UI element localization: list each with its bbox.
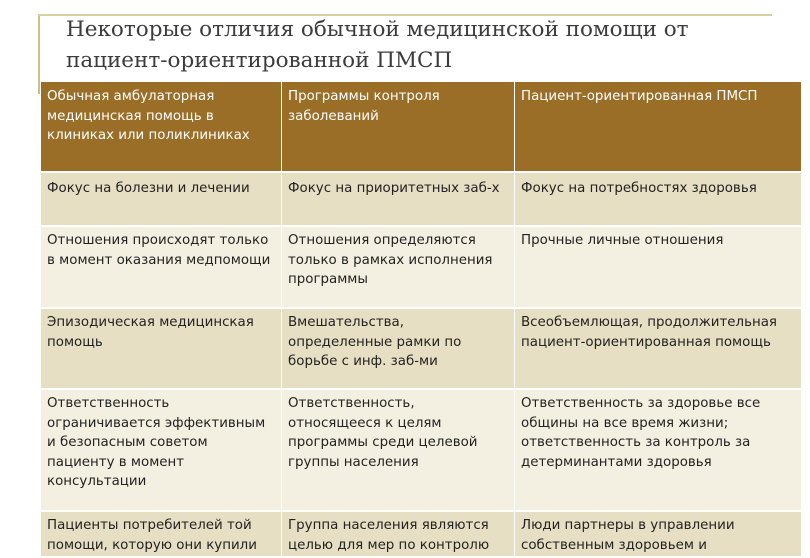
table-row xyxy=(41,308,801,389)
table-cell: Фокус на потребностях здоровья xyxy=(515,172,801,226)
table-cell: Ответственность, относящееся к целям программы среди целевой группы населения xyxy=(282,389,515,511)
table-cell: Вмешательства, определенные рамки по борьбе с инф. заб-ми xyxy=(282,308,515,389)
table-cell: Ответственность за здоровье все общины на все время жизни; ответственность за контроль за детерминантами здоровья xyxy=(515,389,801,511)
header-cell-patient-centred: Пациент-ориентированная ПМСП xyxy=(515,82,801,172)
table-cell: Отношения происходят только в момент оказания медпомощи xyxy=(41,226,282,308)
table-cell: Эпизодическая медицинская помощь xyxy=(41,308,282,389)
header-cell-disease-control: Программы контроля заболеваний xyxy=(282,82,515,172)
table-cell: Пациенты потребителей той помощи, которую они купили xyxy=(41,511,282,557)
table-cell: Фокус на приоритетных заб-х xyxy=(282,172,515,226)
table-cell: Всеобъемлющая, продолжительная пациент-ориентированная помощь xyxy=(515,308,801,389)
table-cell: Фокус на болезни и лечении xyxy=(41,172,282,226)
table-cell: Люди партнеры в управлении собственным здоровьем и xyxy=(515,511,801,557)
slide-title: Некоторые отличия обычной медицинской помощи от пациент-ориентированной ПМСП xyxy=(66,17,689,73)
comparison-table xyxy=(40,82,801,558)
table-cell: Отношения определяются только в рамках исполнения программы xyxy=(282,226,515,308)
table-header-row xyxy=(41,82,801,172)
table-cell: Ответственность ограничивается эффективным и безопасным советом пациенту в момент консультации xyxy=(41,389,282,511)
table-row xyxy=(41,226,801,308)
table-cell: Прочные личные отношения xyxy=(515,226,801,308)
table-row xyxy=(41,389,801,511)
table-cell: Группа населения являются целью для мер по контролю xyxy=(282,511,515,557)
table-row xyxy=(41,172,801,226)
header-cell-conventional-care: Обычная амбулаторная медицинская помощь в клиниках или поликлиниках xyxy=(41,82,282,172)
table-row xyxy=(41,511,801,557)
